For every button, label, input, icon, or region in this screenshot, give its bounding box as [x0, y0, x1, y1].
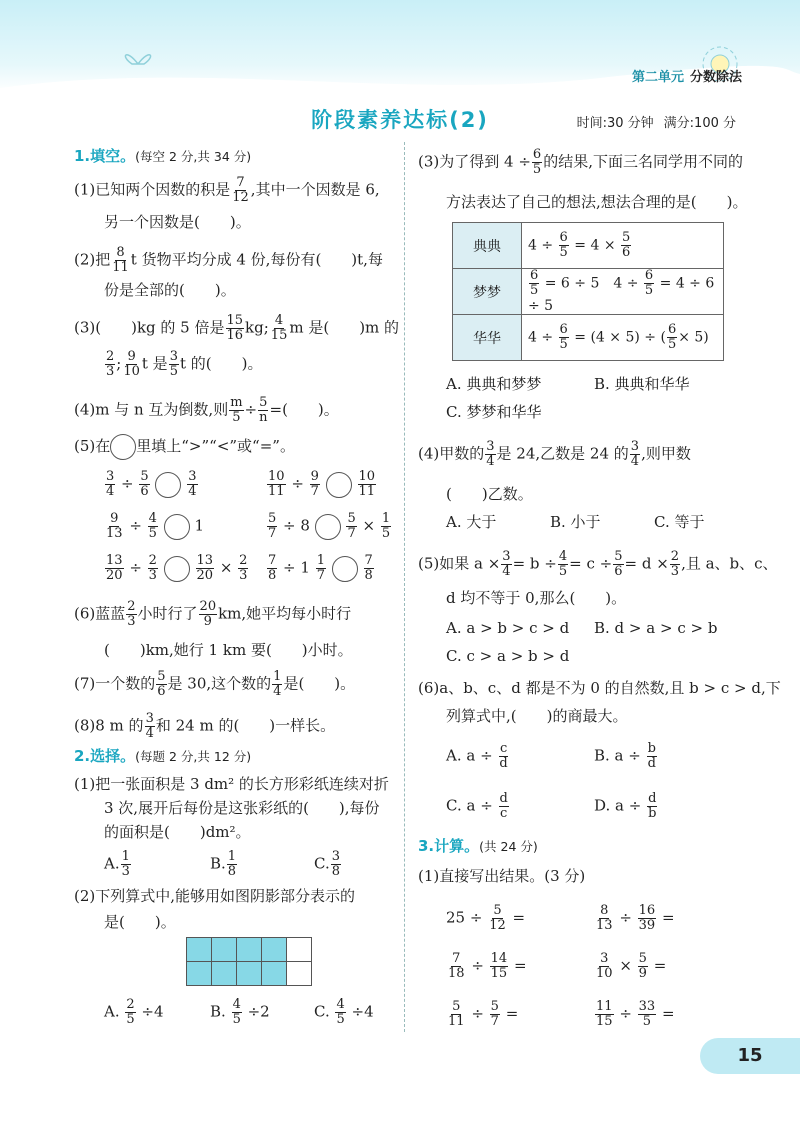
q2-1-line3: 的面积是( )dm²。: [104, 823, 251, 841]
q1-5: (5)在 里填上“>”“<”或“=”。: [74, 434, 295, 460]
q1-5-row1-left: $\frac{3}{4}$ ÷ $\frac{5}{6}$ $\frac{3}{4}$: [106, 469, 197, 499]
table-row: 梦梦 $\frac{6}{5}$ = 6 ÷ 5 4 ÷ $\frac{6}{5}$ = 4 ÷ 6 ÷ 5: [453, 269, 724, 315]
q2-6-line2: 列算式中,( )的商最大。: [446, 707, 628, 725]
butterfly-icon: [118, 44, 158, 70]
q1-2-line2: 份是全部的( )。: [104, 281, 236, 299]
q2-6-option-c[interactable]: C. a ÷ $\frac{d}{c}$: [446, 791, 508, 821]
q2-5-line2: d 均不等于 0,那么( )。: [446, 589, 627, 607]
q2-3-line1: (3)为了得到 4 ÷ $\frac{6}{5}$ 的结果,下面三名同学用不同的: [418, 147, 743, 177]
calc-item: $\frac{11}{15}$ ÷ $\frac{33}{5}$ =: [596, 999, 675, 1029]
q2-6-option-b[interactable]: B. a ÷ $\frac{b}{d}$: [594, 741, 656, 771]
section-3-heading: [418, 836, 538, 857]
fraction: $\frac{8}{11}$: [112, 245, 129, 275]
compare-circle[interactable]: [315, 514, 341, 540]
q1-5-row3-right: $\frac{7}{8}$ ÷ 1 $\frac{1}{7}$ $\frac{7}{8}$: [268, 553, 373, 583]
q2-3-option-a[interactable]: A. 典典和梦梦: [446, 375, 542, 393]
calc-item: 25 ÷ $\frac{5}{12}$ =: [446, 903, 526, 933]
q1-5-row2-right: $\frac{5}{7}$ ÷ 8 $\frac{5}{7}$ × $\frac{1}{5}$: [268, 511, 391, 541]
q2-1-option-a[interactable]: A. $\frac{1}{3}$: [104, 849, 130, 879]
q2-5-option-c[interactable]: C. c > a > b > d: [446, 647, 570, 665]
full-score: 满分:100 分: [663, 116, 736, 131]
calc-item: $\frac{7}{18}$ ÷ $\frac{14}{15}$ =: [448, 951, 527, 981]
q2-5-option-b[interactable]: B. d > a > c > b: [594, 619, 718, 637]
q2-1-line1: (1)把一张面积是 3 dm² 的长方形彩纸连续对折: [74, 775, 389, 793]
calc-item: $\frac{3}{10}$ × $\frac{5}{9}$ =: [596, 951, 667, 981]
table-row: 华华 4 ÷ $\frac{6}{5}$ = (4 × 5) ÷ ( $\frac{6}{5}$ × 5): [453, 315, 724, 361]
q1-4: (4)m 与 n 互为倒数,则 $\frac{m}{5}$ ÷ $\frac{5}{n}$ =( )。: [74, 395, 339, 425]
q2-4-option-c[interactable]: C. 等于: [654, 513, 705, 531]
q2-1-line2: 3 次,展开后每份是这张彩纸的( ),每份: [104, 799, 380, 817]
time-limit: 时间:30 分钟: [576, 116, 654, 131]
unit-name: 第二单元: [631, 70, 684, 85]
column-divider: [404, 142, 405, 1032]
q1-3-line1: (3)( )kg 的 5 倍是 $\frac{15}{16}$ kg; $\frac{4}{15}$ m 是( )m 的: [74, 313, 400, 343]
q1-7: (7)一个数的 $\frac{5}{6}$ 是 30,这个数的 $\frac{1}{4}$ 是( )。: [74, 669, 356, 699]
q1-5-row2-left: $\frac{9}{13}$ ÷ $\frac{4}{5}$ 1: [106, 511, 205, 541]
q1-8: (8)8 m 的 $\frac{3}{4}$ 和 24 m 的( )一样长。: [74, 711, 336, 741]
student-name: 梦梦: [453, 269, 522, 315]
compare-circle[interactable]: [332, 556, 358, 582]
q3-1: (1)直接写出结果。(3 分): [418, 867, 586, 885]
section-1-title: 1.填空。: [74, 147, 136, 165]
student-name: 华华: [453, 315, 522, 361]
q1-5-row3-left: $\frac{13}{20}$ ÷ $\frac{2}{3}$ $\frac{13}{20}$ × $\frac{2}{3}$: [106, 553, 248, 583]
section-2-title: 2.选择。: [74, 747, 136, 765]
q2-2-line1: (2)下列算式中,能够用如图阴影部分表示的: [74, 887, 356, 905]
unit-topic: 分数除法: [689, 70, 742, 85]
q2-6-option-d[interactable]: D. a ÷ $\frac{d}{b}$: [594, 791, 657, 821]
calc-item: $\frac{8}{13}$ ÷ $\frac{16}{39}$ =: [596, 903, 675, 933]
compare-circle[interactable]: [326, 472, 352, 498]
section-1-heading: [74, 146, 251, 167]
q1-6-line2: ( )km,她行 1 km 要( )小时。: [104, 641, 353, 659]
q2-6-line1: (6)a、b、c、d 都是不为 0 的自然数,且 b > c > d,下: [418, 679, 781, 697]
q2-4-option-a[interactable]: A. 大于: [446, 513, 497, 531]
student-name: 典典: [453, 223, 522, 269]
unit-tag: [632, 66, 742, 85]
compare-circle[interactable]: [110, 434, 136, 460]
compare-circle[interactable]: [164, 514, 190, 540]
section-2-note: (每题 2 分,共 12 分): [135, 749, 252, 764]
method-table: [452, 222, 724, 361]
q1-2-line1: (2)把 $\frac{8}{11}$ t 货物平均分成 4 份,每份有( )t,每: [74, 245, 383, 275]
q2-2-option-c[interactable]: C. $\frac{4}{5}$ ÷4: [314, 997, 374, 1027]
q2-5-option-a[interactable]: A. a > b > c > d: [446, 619, 570, 637]
q2-4-line1: (4)甲数的 $\frac{3}{4}$ 是 24,乙数是 24 的 $\frac{3}{4}$ ,则甲数: [418, 439, 691, 469]
q2-2-option-b[interactable]: B. $\frac{4}{5}$ ÷2: [210, 997, 270, 1027]
q2-6-option-a[interactable]: A. a ÷ $\frac{c}{d}$: [446, 741, 508, 771]
table-row: 典典 4 ÷ $\frac{6}{5}$ = 4 × $\frac{5}{6}$: [453, 223, 724, 269]
page-number: 15: [700, 1038, 800, 1074]
shaded-grid-figure: [186, 937, 312, 986]
compare-circle[interactable]: [164, 556, 190, 582]
q2-2-line2: 是( )。: [104, 913, 176, 931]
q2-3-option-b[interactable]: B. 典典和华华: [594, 375, 690, 393]
q1-5-row1-right: $\frac{10}{11}$ ÷ $\frac{9}{7}$ $\frac{10}{11}$: [268, 469, 376, 499]
q1-3-line2: $\frac{2}{3}$ ; $\frac{9}{10}$ t 是 $\frac{3}{5}$ t 的( )。: [106, 349, 263, 379]
section-2-heading: [74, 746, 251, 767]
page-title: 阶段素养达标(2): [311, 108, 489, 132]
q2-1-option-b[interactable]: B. $\frac{1}{8}$: [210, 849, 237, 879]
q1-1-line1: (1)已知两个因数的积是 $\frac{7}{12}$ ,其中一个因数是 6,: [74, 175, 380, 205]
q2-4-option-b[interactable]: B. 小于: [550, 513, 601, 531]
q1-1-line2: 另一个因数是( )。: [104, 213, 251, 231]
section-3-title: 3.计算。: [418, 837, 480, 855]
q2-2-option-a[interactable]: A. $\frac{2}{5}$ ÷4: [104, 997, 164, 1027]
q2-1-option-c[interactable]: C. $\frac{3}{8}$: [314, 849, 340, 879]
section-3-note: (共 24 分): [479, 839, 538, 854]
fraction: $\frac{7}{12}$: [232, 175, 249, 205]
section-1-note: (每空 2 分,共 34 分): [135, 149, 252, 164]
time-info: [577, 112, 736, 131]
q2-3-option-c[interactable]: C. 梦梦和华华: [446, 403, 542, 421]
compare-circle[interactable]: [155, 472, 181, 498]
calc-item: $\frac{5}{11}$ ÷ $\frac{5}{7}$ =: [448, 999, 519, 1029]
q2-3-line2: 方法表达了自己的想法,想法合理的是( )。: [446, 193, 748, 211]
q2-5-line1: (5)如果 a × $\frac{3}{4}$ = b ÷ $\frac{4}{5}$ = c ÷ $\frac{5}{6}$ = d × $\frac{2}{3}$ ,且 a、b、c、: [418, 549, 778, 579]
q2-4-line2: ( )乙数。: [446, 485, 533, 503]
q1-6-line1: (6)蓝蓝 $\frac{2}{3}$ 小时行了 $\frac{20}{9}$ km,她平均每小时行: [74, 599, 352, 629]
